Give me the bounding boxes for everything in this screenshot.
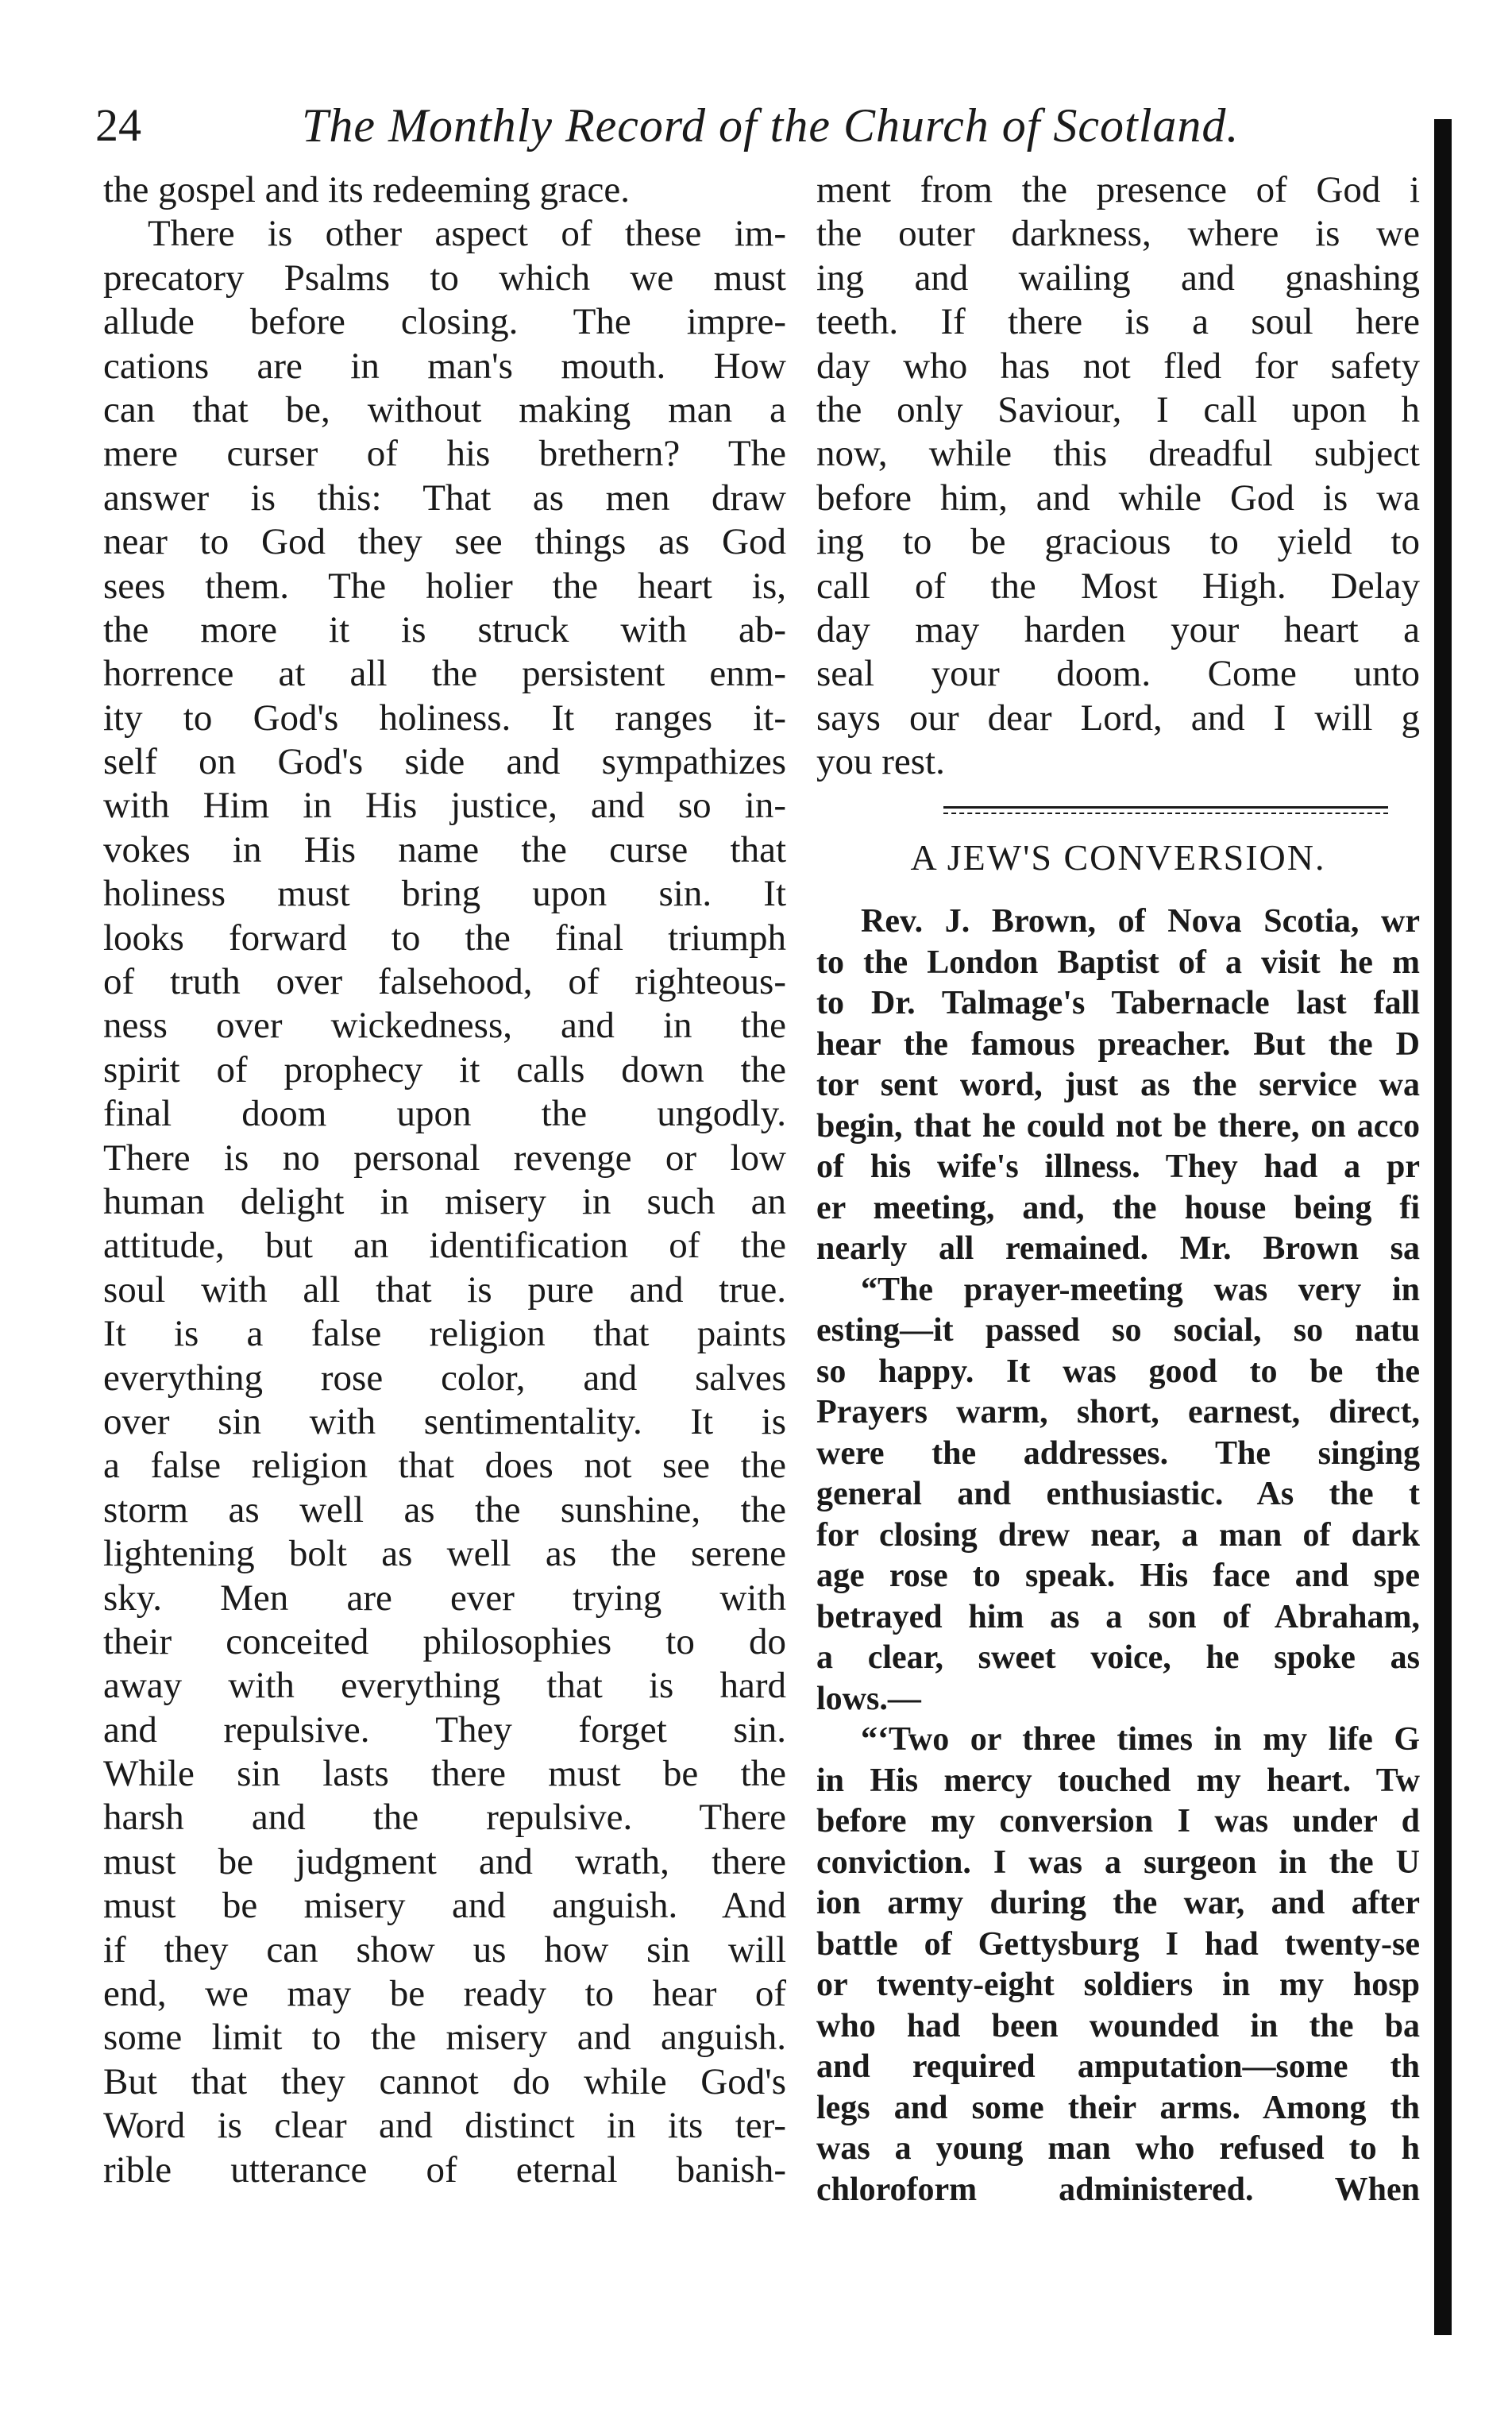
running-title: The Monthly Record of the Church of Scotland. [302,99,1240,152]
section-title: A JEW'S CONVERSION. [910,837,1326,878]
page-number: 24 [95,99,141,151]
text-line: their conceited philosophies to do [103,1620,786,1662]
text-line: ness over wickedness, and in the [103,1005,786,1047]
text-line: human delight in misery in such an [103,1180,786,1222]
right-column [816,168,1420,2210]
text-line: vokes in His name the curse that [103,828,786,871]
text-line: some limit to the misery and anguish. [103,2017,786,2059]
text-line: call of the Most High. Delay [816,565,1420,607]
text-line: final doom upon the ungodly. [103,1093,786,1135]
text-line: near to God they see things as God [103,521,786,563]
article-line: general and enthusiastic. As the t [816,1476,1420,1513]
text-line: now, while this dreadful subject [816,433,1420,475]
text-line: the outer darkness, where is we [816,213,1420,255]
article-line: in His mercy touched my heart. Tw [816,1762,1420,1799]
article-line: betrayed him as a son of Abraham, [816,1598,1420,1635]
article-line: “The prayer-meeting was very in [861,1271,1420,1308]
text-line: soul with all that is pure and true. [103,1268,786,1311]
binding-shadow [1434,119,1452,2335]
page-header [95,94,1398,157]
text-line: you rest. [816,741,945,783]
article-line: was a young man who refused to h [816,2130,1420,2168]
article-line: legs and some their arms. Among th [816,2089,1420,2126]
text-line: the gospel and its redeeming grace. [103,169,630,210]
text-line: rible utterance of eternal banish- [103,2148,786,2191]
article-line: of his wife's illness. They had a pr [816,1149,1420,1186]
article-line: hear the famous preacher. But the D [816,1025,1420,1063]
text-line: There is other aspect of these im- [148,213,786,255]
text-line: attitude, but an identification of the [103,1225,786,1267]
article-line: so happy. It was good to be the [816,1353,1420,1390]
article-line: Prayers warm, short, earnest, direct, [816,1394,1420,1431]
text-line: of truth over falsehood, of righteous- [103,961,786,1003]
article-line: “‘Two or three times in my life G [861,1721,1420,1758]
article-line: Rev. J. Brown, of Nova Scotia, wr [861,903,1420,940]
article-line: conviction. I was a surgeon in the U [816,1843,1420,1881]
article-line: ion army during the war, and after [816,1885,1420,1922]
text-line: mere curser of his brethern? The [103,433,786,475]
article-line: to the London Baptist of a visit he m [816,944,1420,981]
text-line: precatory Psalms to which we must [103,257,786,299]
article-line: esting—it passed so social, so natu [816,1312,1420,1349]
text-line: It is a false religion that paints [103,1313,786,1355]
left-column [103,168,786,2192]
text-line: looks forward to the final triumph [103,917,786,959]
article-line: who had been wounded in the ba [816,2007,1420,2044]
text-line: ment from the presence of God i [816,169,1420,210]
article-line: tor sent word, just as the service wa [816,1067,1420,1104]
text-line: the only Saviour, I call upon h [816,388,1420,430]
text-line: sky. Men are ever trying with [103,1577,786,1619]
text-line: sees them. The holier the heart is, [103,565,786,607]
text-line: with Him in His justice, and so in- [103,785,786,827]
text-line: seal your doom. Come unto [816,653,1420,695]
text-line: While sin lasts there must be the [103,1753,786,1795]
text-line: horrence at all the persistent enm- [103,653,786,695]
text-line: holiness must bring upon sin. It [103,873,786,915]
article-line: begin, that he could not be there, on acco [816,1107,1420,1145]
text-line: lightening bolt as well as the serene [103,1533,786,1575]
text-line: a false religion that does not see the [103,1445,786,1487]
text-line: harsh and the repulsive. There [103,1797,786,1839]
text-line: Word is clear and distinct in its ter- [103,2105,786,2147]
text-line: and repulsive. They forget sin. [103,1708,786,1751]
text-line: allude before closing. The impre- [103,301,786,343]
text-line: if they can show us how sin will [103,1928,786,1971]
text-line: day may harden your heart a [816,608,1420,651]
text-line: away with everything that is hard [103,1665,786,1707]
text-line: cations are in man's mouth. How [103,345,786,387]
article-line: before my conversion I was under d [816,1803,1420,1840]
text-line: end, we may be ready to hear of [103,1973,786,2015]
article-line: were the addresses. The singing [816,1434,1420,1472]
article-line: chloroform administered. When [816,2171,1420,2208]
article-line: age rose to speak. His face and spe [816,1558,1420,1595]
article-line: to Dr. Talmage's Tabernacle last fall [816,985,1420,1022]
text-line: must be judgment and wrath, there [103,1840,786,1882]
text-line: everything rose color, and salves [103,1357,786,1399]
article-line: er meeting, and, the house being fi [816,1189,1420,1226]
article-line: lows.— [816,1680,921,1717]
text-line: teeth. If there is a soul here [816,301,1420,343]
text-line: spirit of prophecy it calls down the [103,1048,786,1091]
article-line: nearly all remained. Mr. Brown sa [816,1230,1420,1268]
text-line: self on God's side and sympathizes [103,741,786,783]
text-line: ing to be gracious to yield to [816,521,1420,563]
text-line: before him, and while God is wa [816,477,1420,519]
text-line: storm as well as the sunshine, the [103,1488,786,1531]
text-line: ing and wailing and gnashing [816,257,1420,299]
text-line: ity to God's holiness. It ranges it- [103,697,786,739]
right-column-top-text [816,168,1420,784]
text-line: must be misery and anguish. And [103,1885,786,1927]
article-line: or twenty-eight soldiers in my hosp [816,1967,1420,2004]
text-line: the more it is struck with ab- [103,608,786,651]
text-line: There is no personal revenge or low [103,1137,786,1179]
text-line: day who has not fled for safety [816,345,1420,387]
text-line: over sin with sentimentality. It is [103,1400,786,1442]
article-line: for closing drew near, a man of dark [816,1516,1420,1554]
text-line: answer is this: That as men draw [103,477,786,519]
article-line: battle of Gettysburg I had twenty-se [816,1925,1420,1963]
article-line: a clear, sweet voice, he spoke as [816,1639,1420,1677]
text-line: can that be, without making man a [103,388,786,430]
text-line: But that they cannot do while God's [103,2060,786,2102]
section-divider [816,800,1420,822]
text-line: says our dear Lord, and I will g [816,697,1420,739]
article-line: and required amputation—some th [816,2048,1420,2086]
right-column-article-text [816,901,1420,2210]
